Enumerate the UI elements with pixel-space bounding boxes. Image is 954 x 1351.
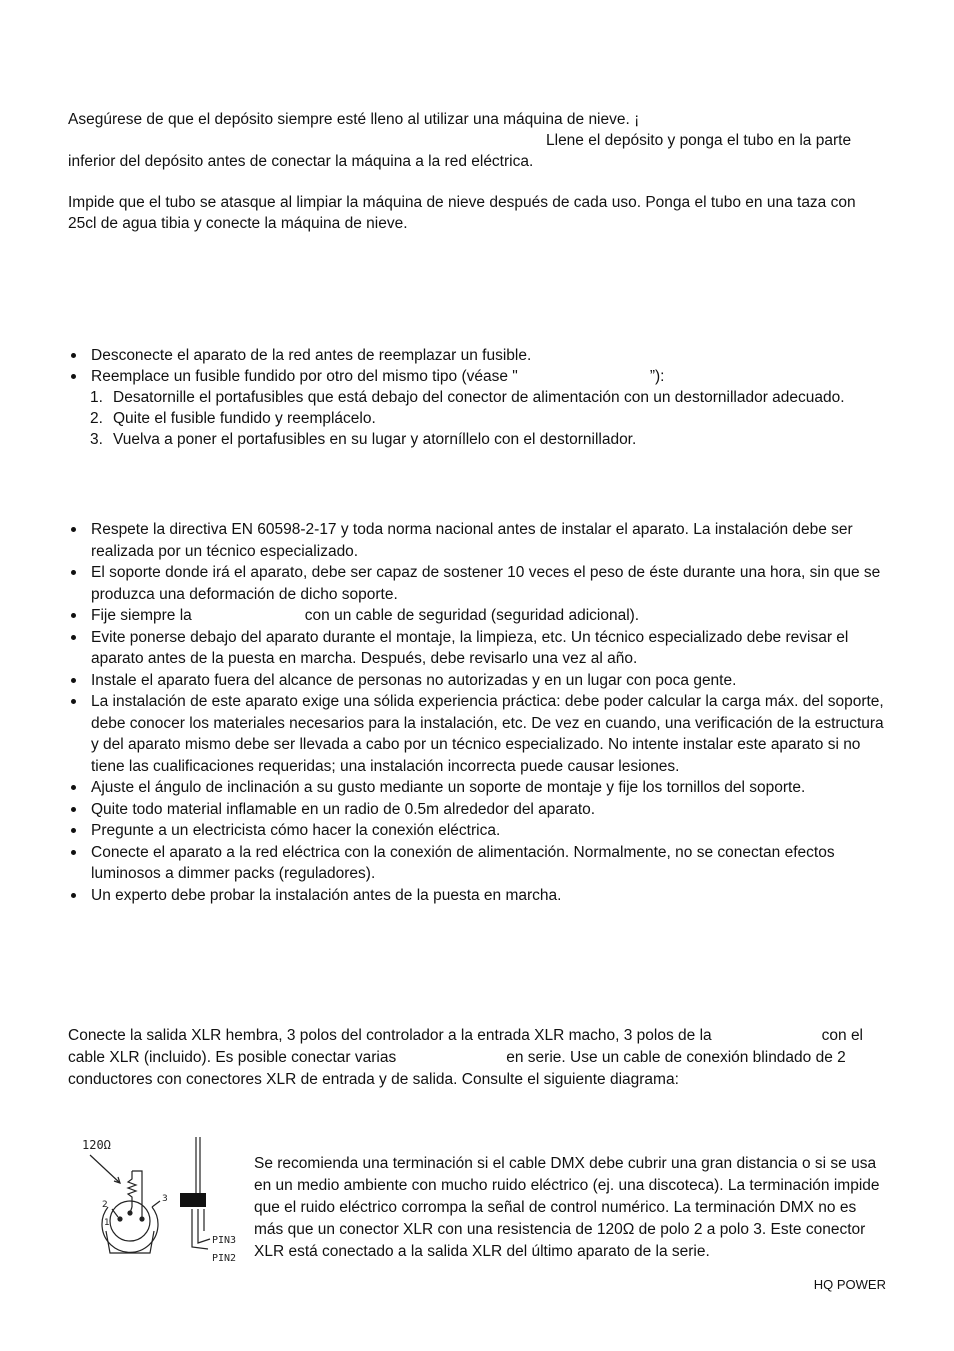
dmx-connection-paragraph	[68, 1025, 888, 1091]
list-item	[68, 345, 888, 366]
resistor-wire	[132, 1171, 142, 1205]
fuse-steps	[68, 387, 888, 450]
pin-dot	[118, 1217, 122, 1221]
list-item	[68, 605, 888, 627]
list-item	[68, 670, 888, 692]
step-text: Quite el fusible fundido y reemplácelo.	[113, 410, 376, 427]
install-list	[68, 519, 888, 906]
dmx-termination-paragraph: Se recomienda una terminación si el cable DMX debe cubrir una gran distancia o si se usa en un medio ambiente con mucho ruido eléctrico (ej. una discoteca). La terminación impide que el ruido eléctrico corrompa la señal de control numérico. La terminación DMX no es más que un conector XLR con una resistencia de 120Ω de polo 2 a polo 3. Este conector XLR está conectado a la salida XLR del último aparato de la serie.	[254, 1155, 880, 1260]
pin3-number: 3	[162, 1194, 168, 1204]
pin1-number: 1	[104, 1218, 110, 1228]
list-item	[68, 429, 888, 450]
snow-tank-text-b: Llene el depósito y ponga el tubo en la parte	[546, 132, 852, 149]
snow-tank-text-a: Asegúrese de que el depósito siempre esté lleno al utilizar una máquina de nieve. ¡	[68, 111, 640, 128]
pin2-leader	[112, 1209, 118, 1217]
install-item-text: Instale el aparato fuera del alcance de personas no autorizadas y en un lugar con poca gente.	[91, 671, 737, 689]
list-item	[68, 842, 888, 885]
xlr-connector-face	[110, 1201, 150, 1241]
footer-brand: HQ POWER	[813, 1277, 886, 1292]
resistor-arrow	[90, 1155, 120, 1183]
list-item	[68, 820, 888, 842]
xlr-connector-shell	[106, 1231, 154, 1253]
fuse-list	[68, 345, 888, 450]
dmx-text-d: en serie. Use un cable de conexión blindado de 2	[506, 1049, 846, 1066]
install-item-text-b: con un cable de seguridad (seguridad adicional).	[304, 607, 640, 624]
fuse-item-text-a: Reemplace un fusible fundido por otro del mismo tipo (véase "	[91, 368, 518, 385]
install-item-text: Conecte el aparato a la red eléctrica con la conexión de alimentación. Normalmente, no se conectan efectos luminosos a dimmer packs (reguladores).	[91, 843, 835, 882]
list-item	[68, 562, 888, 605]
install-item-text: Quite todo material inflamable en un radio de 0.5m alrededor del aparato.	[91, 800, 596, 818]
list-item	[68, 777, 888, 799]
dmx-text-a: Conecte la salida XLR hembra, 3 polos del controlador a la entrada XLR macho, 3 polos de la	[68, 1027, 712, 1044]
pin3-leader	[152, 1201, 160, 1207]
fuse-item-text-b: ”):	[649, 368, 665, 385]
cable-heatshrink	[180, 1193, 206, 1207]
list-item	[68, 408, 888, 429]
install-item-text: Respete la directiva EN 60598-2-17 y toda norma nacional antes de instalar el aparato. La instalación debe ser realizada por un técnico especializado.	[91, 521, 853, 560]
install-item-text: Pregunte a un electricista cómo hacer la conexión eléctrica.	[91, 822, 501, 839]
resistor-label: 120Ω	[82, 1138, 111, 1152]
install-item-text: La instalación de este aparato exige una sólida experiencia práctica: debe poder calcular la carga máx. del soporte, debe conocer los materiales necesarios para la instalación, etc. De vez en cuando, una verificación de la estructura y del aparato mismo debe ser llevada a cabo por un técnico especializado. No intente instalar este aparato si no tiene las cualificaciones requeridas; una instalación incorrecta puede causar lesiones.	[91, 693, 884, 775]
step-text: Desatornille el portafusibles que está debajo del conector de alimentación con un destornillador adecuado.	[113, 389, 845, 406]
step-number: 1.	[90, 389, 103, 406]
snow-tank-paragraph	[68, 109, 888, 172]
list-item	[68, 519, 888, 562]
install-item-text: Un experto debe probar la instalación antes de la puesta en marcha.	[91, 886, 562, 904]
fuse-item-text: Desconecte el aparato de la red antes de reemplazar un fusible.	[91, 347, 532, 364]
step-number: 3.	[90, 431, 103, 448]
step-text: Vuelva a poner el portafusibles en su lugar y atorníllelo con el destornillador.	[113, 431, 637, 448]
list-item	[68, 627, 888, 670]
list-item	[68, 387, 888, 408]
cable-wire	[192, 1209, 208, 1249]
install-item-text-a: Fije siempre la	[91, 607, 192, 624]
snow-cleaning-paragraph: Impide que el tubo se atasque al limpiar la máquina de nieve después de cada uso. Ponga el tubo en una taza con 25cl de agua tibia y conecte la máquina de nieve.	[68, 194, 856, 232]
step-number: 2.	[90, 410, 103, 427]
dmx-text-c: cable XLR (incluido). Es posible conectar varias	[68, 1049, 397, 1066]
list-item	[68, 885, 888, 907]
list-item	[68, 799, 888, 821]
install-item-text: Ajuste el ángulo de inclinación a su gusto mediante un soporte de montaje y fije los tornillos del soporte.	[91, 779, 806, 796]
pin2-number: 2	[102, 1200, 108, 1210]
snow-tank-text-c: inferior del depósito antes de conectar la máquina a la red eléctrica.	[68, 153, 534, 170]
pin2-label: PIN2	[212, 1253, 237, 1264]
dmx-text-e: conductores con conectores XLR de entrada y de salida. Consulte el siguiente diagrama:	[68, 1071, 679, 1088]
install-item-text: Evite ponerse debajo del aparato durante el montaje, la limpieza, etc. Un técnico especializado debe revisar el aparato antes de la puesta en marcha. Después, debe revisarlo una vez al año.	[91, 628, 849, 667]
dmx-text-b: con el	[821, 1027, 864, 1044]
dmx-termination-diagram	[76, 1135, 246, 1267]
list-item	[68, 366, 888, 450]
list-item	[68, 691, 888, 777]
install-item-text: El soporte donde irá el aparato, debe ser capaz de sostener 10 veces el peso de éste durante una hora, sin que se produzca una deformación de dicho soporte.	[91, 564, 881, 603]
pin3-label: PIN3	[212, 1235, 237, 1246]
